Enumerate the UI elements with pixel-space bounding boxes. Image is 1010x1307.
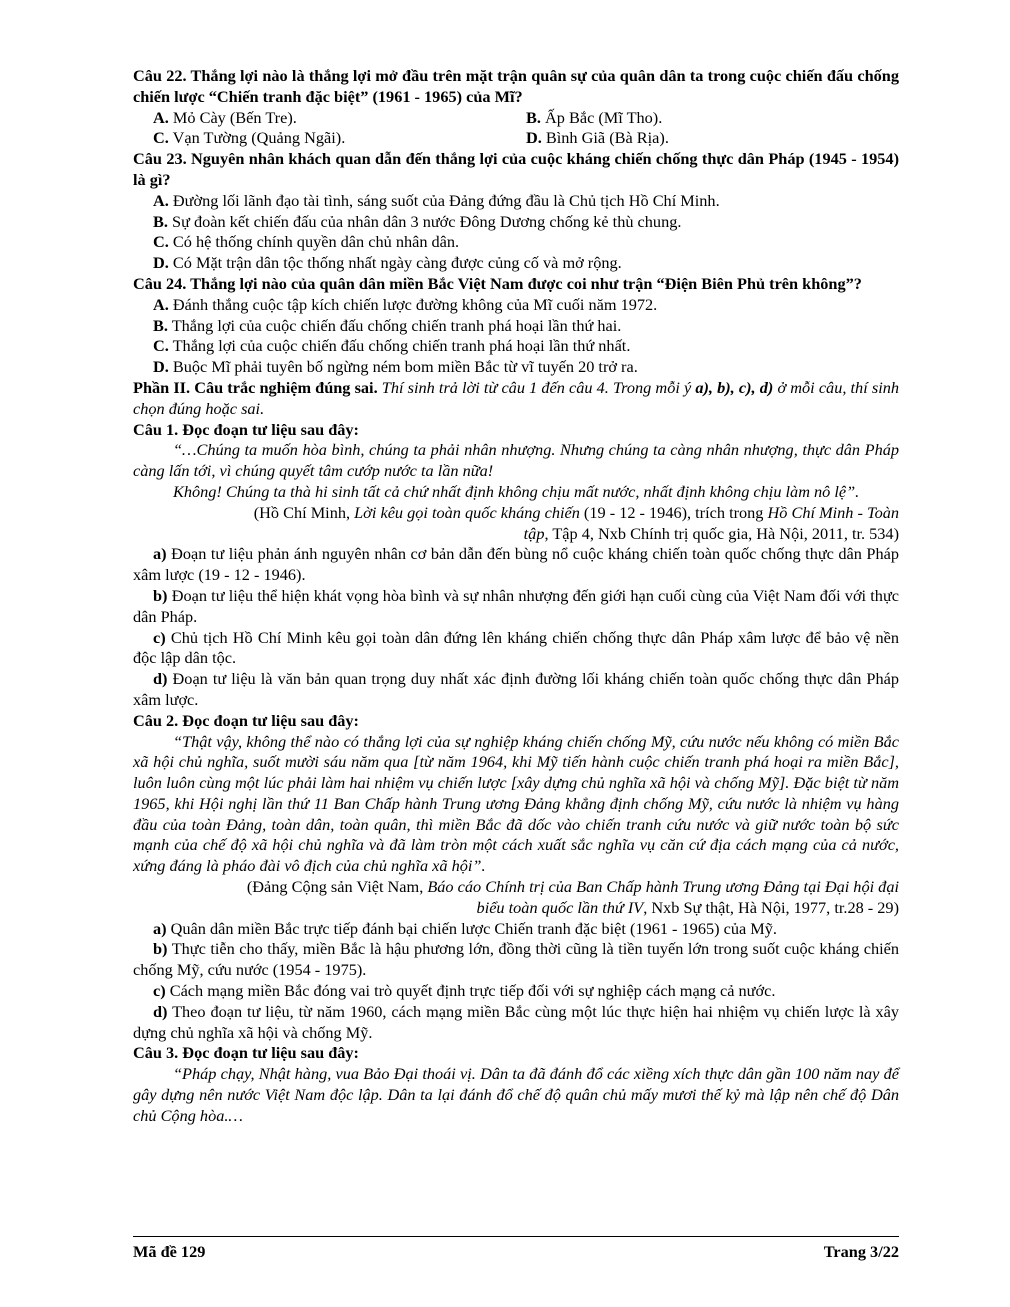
- option-b: B. Ấp Bắc (Mĩ Tho).: [526, 107, 663, 127]
- item-1-source: (Hồ Chí Minh, Lời kêu gọi toàn quốc kháng chiến (19 - 12 - 1946), trích trong Hồ Chí Minh - Toàn tập, Tập 4, Nxb Chính trị quốc gia, Hà Nội, 2011, tr. 534): [253, 502, 899, 543]
- statement-a: a) Đoạn tư liệu phản ánh nguyên nhân cơ bản dẫn đến bùng nổ cuộc kháng chiến toàn quốc chống thực dân Pháp xâm lược (19 - 12 - 1946).: [133, 544, 899, 585]
- part-2-instructions: Phần II. Câu trắc nghiệm đúng sai. Thí sinh trả lời từ câu 1 đến câu 4. Trong mỗi ý a), b), c), d) ở mỗi câu, thí sinh chọn đúng hoặc sai.: [133, 377, 899, 418]
- option-b: B. Thắng lợi của cuộc chiến đấu chống chiến tranh phá hoại lần thứ hai.: [153, 315, 622, 335]
- option-b: B. Sự đoàn kết chiến đấu của nhân dân 3 nước Đông Dương chống kẻ thù chung.: [153, 211, 682, 231]
- question-22-options-row-2: [133, 128, 899, 149]
- option-c: C. Có hệ thống chính quyền dân chủ nhân dân.: [153, 232, 460, 252]
- exam-code: Mã đề 129: [133, 1242, 206, 1261]
- item-2-source: (Đảng Cộng sản Việt Nam, Báo cáo Chính trị của Ban Chấp hành Trung ương Đảng tại Đại hội đại biểu toàn quốc lần thứ IV, Nxb Sự thật, Hà Nội, 1977, tr.28 - 29): [246, 877, 899, 917]
- option-c: C. Vạn Tường (Quảng Ngãi).: [153, 128, 346, 148]
- item-3-title: Câu 3. Đọc đoạn tư liệu sau đây:: [133, 1043, 359, 1063]
- statement-d: d) Theo đoạn tư liệu, từ năm 1960, cách mạng miền Bắc cùng một lúc thực hiện hai nhiệm vụ chiến lược là xây dựng chủ nghĩa xã hội và chống Mỹ.: [133, 1001, 899, 1042]
- footer-divider: [133, 1236, 899, 1237]
- option-c: C. Thắng lợi của cuộc chiến đấu chống chiến tranh phá hoại lần thứ nhất.: [153, 336, 631, 356]
- item-2-title: Câu 2. Đọc đoạn tư liệu sau đây:: [133, 710, 359, 730]
- item-3-quote: “Pháp chạy, Nhật hàng, vua Bảo Đại thoái vị. Dân ta đã đánh đổ các xiềng xích thực dân gần 100 năm nay để gây dựng nên nước Việt Nam độc lập. Dân ta lại đánh đổ chế độ quân chủ mấy mươi thế kỷ mà lập nên chế độ Dân chủ Cộng hòa.…: [133, 1064, 899, 1125]
- statement-a: a) Quân dân miền Bắc trực tiếp đánh bại chiến lược Chiến tranh đặc biệt (1961 - 1965) của Mỹ.: [153, 918, 777, 938]
- question-22-options-row-1: [133, 108, 899, 129]
- option-a: A. Đánh thắng cuộc tập kích chiến lược đường không của Mĩ cuối năm 1972.: [153, 294, 658, 314]
- option-a: A. Đường lối lãnh đạo tài tình, sáng suốt của Đảng đứng đầu là Chủ tịch Hồ Chí Minh.: [153, 190, 720, 210]
- page-footer: [133, 1242, 899, 1262]
- option-d: D. Buộc Mĩ phải tuyên bố ngừng ném bom miền Bắc từ vĩ tuyến 20 trở ra.: [153, 357, 638, 377]
- statement-c: c) Cách mạng miền Bắc đóng vai trò quyết định trực tiếp đối với sự nghiệp cách mạng cả nước.: [153, 981, 776, 1001]
- item-1-quote-continued: Không! Chúng ta thà hi sinh tất cả chứ nhất định không chịu mất nước, nhất định không chịu làm nô lệ”.: [173, 481, 860, 501]
- statement-d: d) Đoạn tư liệu là văn bản quan trọng duy nhất xác định đường lối kháng chiến toàn quốc chống thực dân Pháp xâm lược.: [133, 669, 899, 709]
- exam-page: [133, 66, 899, 1127]
- question-23-title: Câu 23. Nguyên nhân khách quan dẫn đến thắng lợi của cuộc kháng chiến chống thực dân Pháp (1945 - 1954) là gì?: [133, 149, 899, 189]
- option-d: D. Bình Giã (Bà Rịa).: [526, 128, 669, 148]
- question-22-title: Câu 22. Thắng lợi nào là thắng lợi mở đầu trên mặt trận quân sự của quân dân ta trong cuộc chiến đấu chống chiến lược “Chiến tranh đặc biệt” (1961 - 1965) của Mĩ?: [133, 66, 899, 106]
- option-d: D. Có Mặt trận dân tộc thống nhất ngày càng được củng cố và mở rộng.: [153, 253, 622, 273]
- item-1-title: Câu 1. Đọc đoạn tư liệu sau đây:: [133, 419, 359, 439]
- page-number: Trang 3/22: [823, 1242, 899, 1261]
- part-2-heading: Phần II. Câu trắc nghiệm đúng sai.: [133, 377, 378, 397]
- statement-b: b) Thực tiễn cho thấy, miền Bắc là hậu phương lớn, đồng thời cũng là tiền tuyến lớn trong suốt cuộc kháng chiến chống Mỹ, cứu nước (1954 - 1975).: [133, 939, 899, 980]
- question-24-title: Câu 24. Thắng lợi nào của quân dân miền Bắc Việt Nam được coi như trận “Điện Biên Phủ trên không”?: [133, 273, 862, 293]
- item-2-quote: “Thật vậy, không thể nào có thắng lợi của sự nghiệp kháng chiến chống Mỹ, cứu nước nếu không có miền Bắc xã hội chủ nghĩa, suốt mười sáu năm qua [từ năm 1964, khi Mỹ tiến hành cuộc chiến tranh phá hoại ra miền Bắc], luôn luôn cùng một lúc phải làm hai nhiệm vụ chiến lược [xây dựng chủ nghĩa xã hội và chống Mỹ]. Đặc biệt từ năm 1965, khi Hội nghị lần thứ 11 Ban Chấp hành Trung ương Đảng khẳng định chống Mỹ, cứu nước là nhiệm vụ hàng đầu của toàn Đảng, toàn dân, toàn quân, thì miền Bắc đã dốc vào chiến tranh cứu nước và giữ nước toàn bộ sức mạnh của chế độ xã hội chủ nghĩa và đã làm tròn một cách xuất sắc nghĩa vụ căn cứ địa cách mạng của cả nước, xứng đáng là pháo đài vô địch của chủ nghĩa xã hội”.: [133, 731, 899, 876]
- option-a: A. Mỏ Cày (Bến Tre).: [153, 107, 297, 127]
- item-1-quote: “…Chúng ta muốn hòa bình, chúng ta phải nhân nhượng. Nhưng chúng ta càng nhân nhượng, thực dân Pháp càng lấn tới, vì chúng quyết tâm cướp nước ta lần nữa!: [133, 440, 899, 481]
- statement-b: b) Đoạn tư liệu thể hiện khát vọng hòa bình và sự nhân nhượng đến giới hạn cuối cùng của Việt Nam đối với thực dân Pháp.: [133, 585, 899, 626]
- statement-c: c) Chủ tịch Hồ Chí Minh kêu gọi toàn dân đứng lên kháng chiến chống thực dân Pháp xâm lược để bảo vệ nền độc lập dân tộc.: [133, 627, 899, 668]
